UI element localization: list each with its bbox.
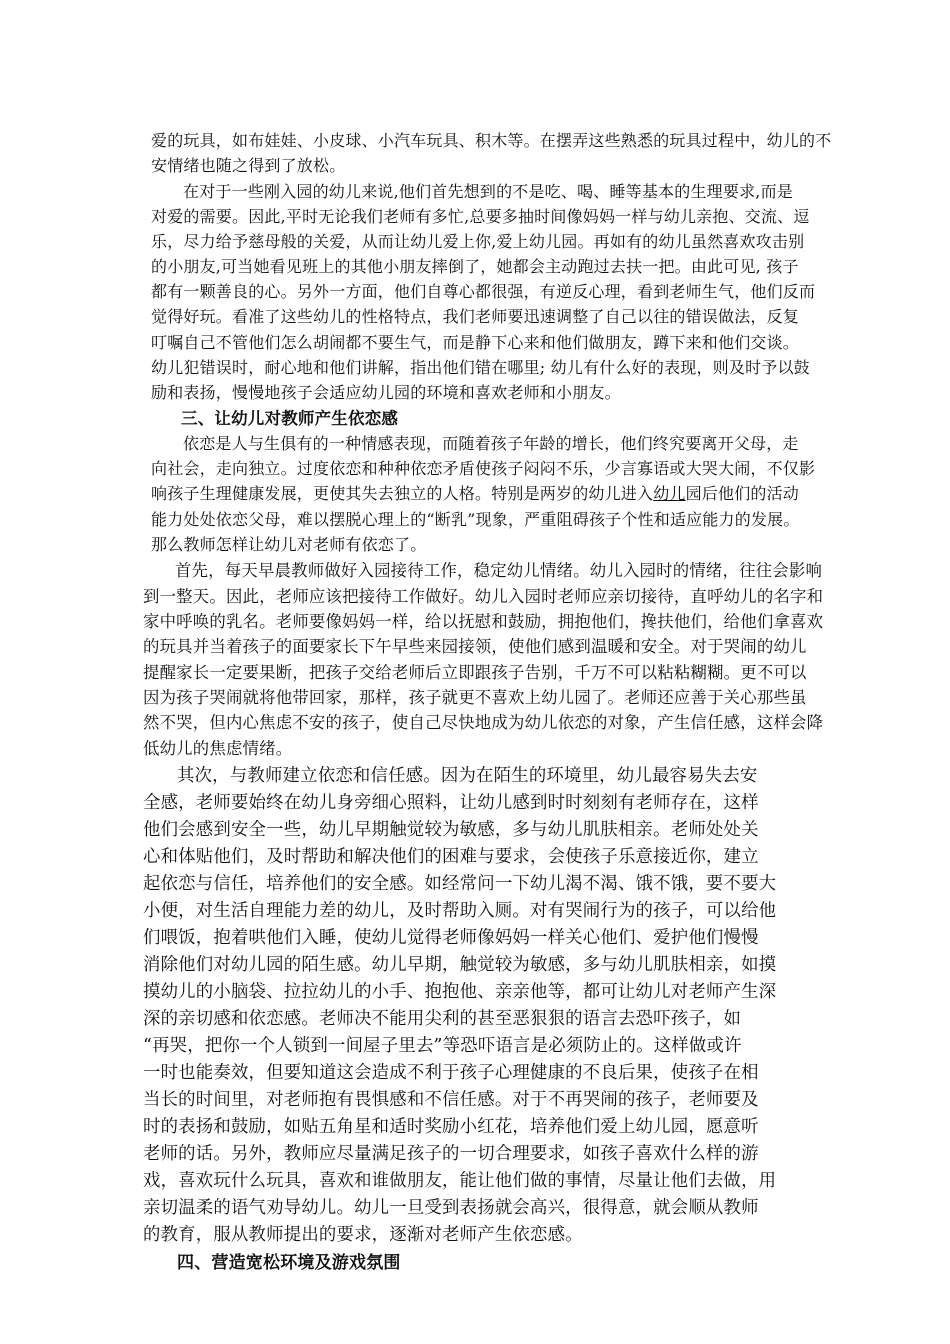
paragraph-line: 一时也能奏效，但要知道这会造成不利于孩子心理健康的不良后果，使孩子在相: [143, 1063, 759, 1083]
section-heading-4: 四、营造宽松环境及游戏氛围: [177, 1253, 401, 1273]
paragraph-line: 摸幼儿的小脑袋、拉拉幼儿的小手、抱抱他、亲亲他等，都可让幼儿对老师产生深: [143, 982, 777, 1002]
paragraph-line: 乐，尽力给予慈母般的关爱，从而让幼儿爱上你,爱上幼儿园。再如有的幼儿虽然喜欢攻击别: [151, 232, 805, 251]
paragraph-line: 幼儿犯错误时，耐心地和他们讲解，指出他们错在哪里; 幼儿有什么好的表现，则及时予以鼓: [151, 358, 810, 377]
paragraph-line: 起依恋与信任，培养他们的安全感。如经常问一下幼儿渴不渴、饿不饿，要不要大: [143, 874, 777, 894]
paragraph-line: 深的亲切感和依恋感。老师决不能用尖利的甚至恶狠狠的语言去恐吓孩子，如: [143, 1009, 742, 1029]
paragraph-line: 在对于一些刚入园的幼儿来说,他们首先想到的不是吃、喝、睡等基本的生理要求,而是: [183, 182, 793, 201]
paragraph-line: 依恋是人与生俱有的一种情感表现，而随着孩子年龄的增长，他们终究要离开父母，走: [183, 434, 799, 453]
paragraph-line: 励和表扬，慢慢地孩子会适应幼儿园的环境和喜欢老师和小朋友。: [151, 383, 621, 402]
paragraph-line: 心和体贴他们，及时帮助和解决他们的困难与要求，会使孩子乐意接近你，建立: [143, 847, 759, 867]
paragraph-line: 小便，对生活自理能力差的幼儿，及时帮助入厕。对有哭闹行为的孩子，可以给他: [143, 901, 777, 921]
underlined-word: 幼儿: [653, 484, 686, 503]
paragraph-line: 的玩具并当着孩子的面要家长下午早些来园接领，使他们感到温暖和安全。对于哭闹的幼儿: [143, 637, 807, 656]
paragraph-line: 提醒家长一定要果断，把孩子交给老师后立即跟孩子告别，千万不可以粘粘糊糊。更不可以: [143, 663, 807, 682]
paragraph-line: 向社会，走向独立。过度依恋和种种依恋矛盾使孩子闷闷不乐，少言寡语或大哭大闹，不仅影: [151, 459, 816, 478]
section-heading-3: 三、让幼儿对教师产生依恋感: [181, 409, 399, 428]
paragraph-line: 低幼儿的焦虑情绪。: [143, 739, 293, 758]
paragraph-line: 爱的玩具，如布娃娃、小皮球、小汽车玩具、积木等。在摆弄这些熟悉的玩具过程中，幼儿的不: [151, 131, 832, 150]
paragraph-line: 的教育，服从教师提出的要求，逐渐对老师产生依恋感。: [143, 1225, 583, 1245]
paragraph-line: 戏，喜欢玩什么玩具，喜欢和谁做朋友，能让他们做的事情，尽量让他们去做，用: [143, 1171, 777, 1191]
paragraph-line: 老师的话。另外，教师应尽量满足孩子的一切合理要求，如孩子喜欢什么样的游: [143, 1144, 759, 1164]
paragraph-line: 安情绪也随之得到了放松。: [151, 156, 346, 175]
paragraph-line: 当长的时间里，对老师抱有畏惧感和不信任感。对于不再哭闹的孩子，老师要及: [143, 1090, 759, 1110]
paragraph-line: 其次，与教师建立依恋和信任感。因为在陌生的环境里，幼儿最容易失去安: [177, 766, 758, 786]
paragraph-line: [151, 481, 799, 504]
paragraph-line: 全感，老师要始终在幼儿身旁细心照料，让幼儿感到时时刻刻有老师存在，这样: [143, 793, 759, 813]
paragraph-line: 叮嘱自己不管他们怎么胡闹都不要生气，而是静下心来和他们做朋友，蹲下来和他们交谈。: [151, 333, 800, 352]
paragraph-line: 消除他们对幼儿园的陌生感。幼儿早期，触觉较为敏感，多与幼儿肌肤相亲，如摸: [143, 955, 777, 975]
paragraph-line: 时的表扬和鼓励，如贴五角星和适时奖励小红花，培养他们爱上幼儿园，愿意听: [143, 1117, 759, 1137]
paragraph-line: 们喂饭，抱着哄他们入睡，使幼儿觉得老师像妈妈一样关心他们、爱护他们慢慢: [143, 928, 759, 948]
paragraph-line: “再哭，把你一个人锁到一间屋子里去”等恐吓语言是必须防止的。这样做或许: [143, 1036, 742, 1056]
paragraph-line: 那么教师怎样让幼儿对老师有依恋了。: [151, 535, 427, 554]
paragraph-line: 然不哭，但内心焦虑不安的孩子，使自己尽快地成为幼儿依恋的对象，产生信任感，这样会降: [143, 713, 824, 732]
paragraph-line: 到一整天。因此，老师应该把接待工作做好。幼儿入园时老师应亲切接待，直呼幼儿的名字和: [143, 587, 824, 606]
paragraph-line: 家中呼唤的乳名。老师要像妈妈一样，给以抚慰和鼓励，拥抱他们，搀扶他们，给他们拿喜欢: [143, 612, 824, 631]
paragraph-line: 的小朋友,可当她看见班上的其他小朋友摔倒了，她都会主动跑过去扶一把。由此可见, 孩子: [151, 257, 799, 276]
paragraph-line: 都有一颗善良的心。另外一方面，他们自尊心都很强，有逆反心理，看到老师生气，他们反而: [151, 282, 816, 301]
line-text: 园后他们的活动: [685, 484, 800, 503]
line-text: 响孩子生理健康发展，更使其失去独立的人格。特别是两岁的幼儿进入: [151, 484, 654, 503]
paragraph-line: 觉得好玩。看准了这些幼儿的性格特点，我们老师要迅速调整了自己以往的错误做法，反复: [151, 307, 800, 326]
paragraph-line: 首先，每天早晨教师做好入园接待工作，稳定幼儿情绪。幼儿入园时的情绪，往往会影响: [175, 561, 823, 580]
paragraph-line: 因为孩子哭闹就将他带回家，那样，孩子就更不喜欢上幼儿园了。老师还应善于关心那些虽: [143, 688, 807, 707]
paragraph-line: 亲切温柔的语气劝导幼儿。幼儿一旦受到表扬就会高兴，很得意，就会顺从教师: [143, 1198, 759, 1218]
paragraph-line: 能力处处依恋父母，难以摆脱心理上的“断乳”现象，严重阻碍孩子个性和适应能力的发展。: [151, 510, 800, 529]
paragraph-line: 对爱的需要。因此,平时无论我们老师有多忙,总要多抽时间像妈妈一样与幼儿亲抱、交流、逗: [151, 207, 810, 226]
paragraph-line: 他们会感到安全一些，幼儿早期触觉较为敏感，多与幼儿肌肤相亲。老师处处关: [143, 820, 759, 840]
